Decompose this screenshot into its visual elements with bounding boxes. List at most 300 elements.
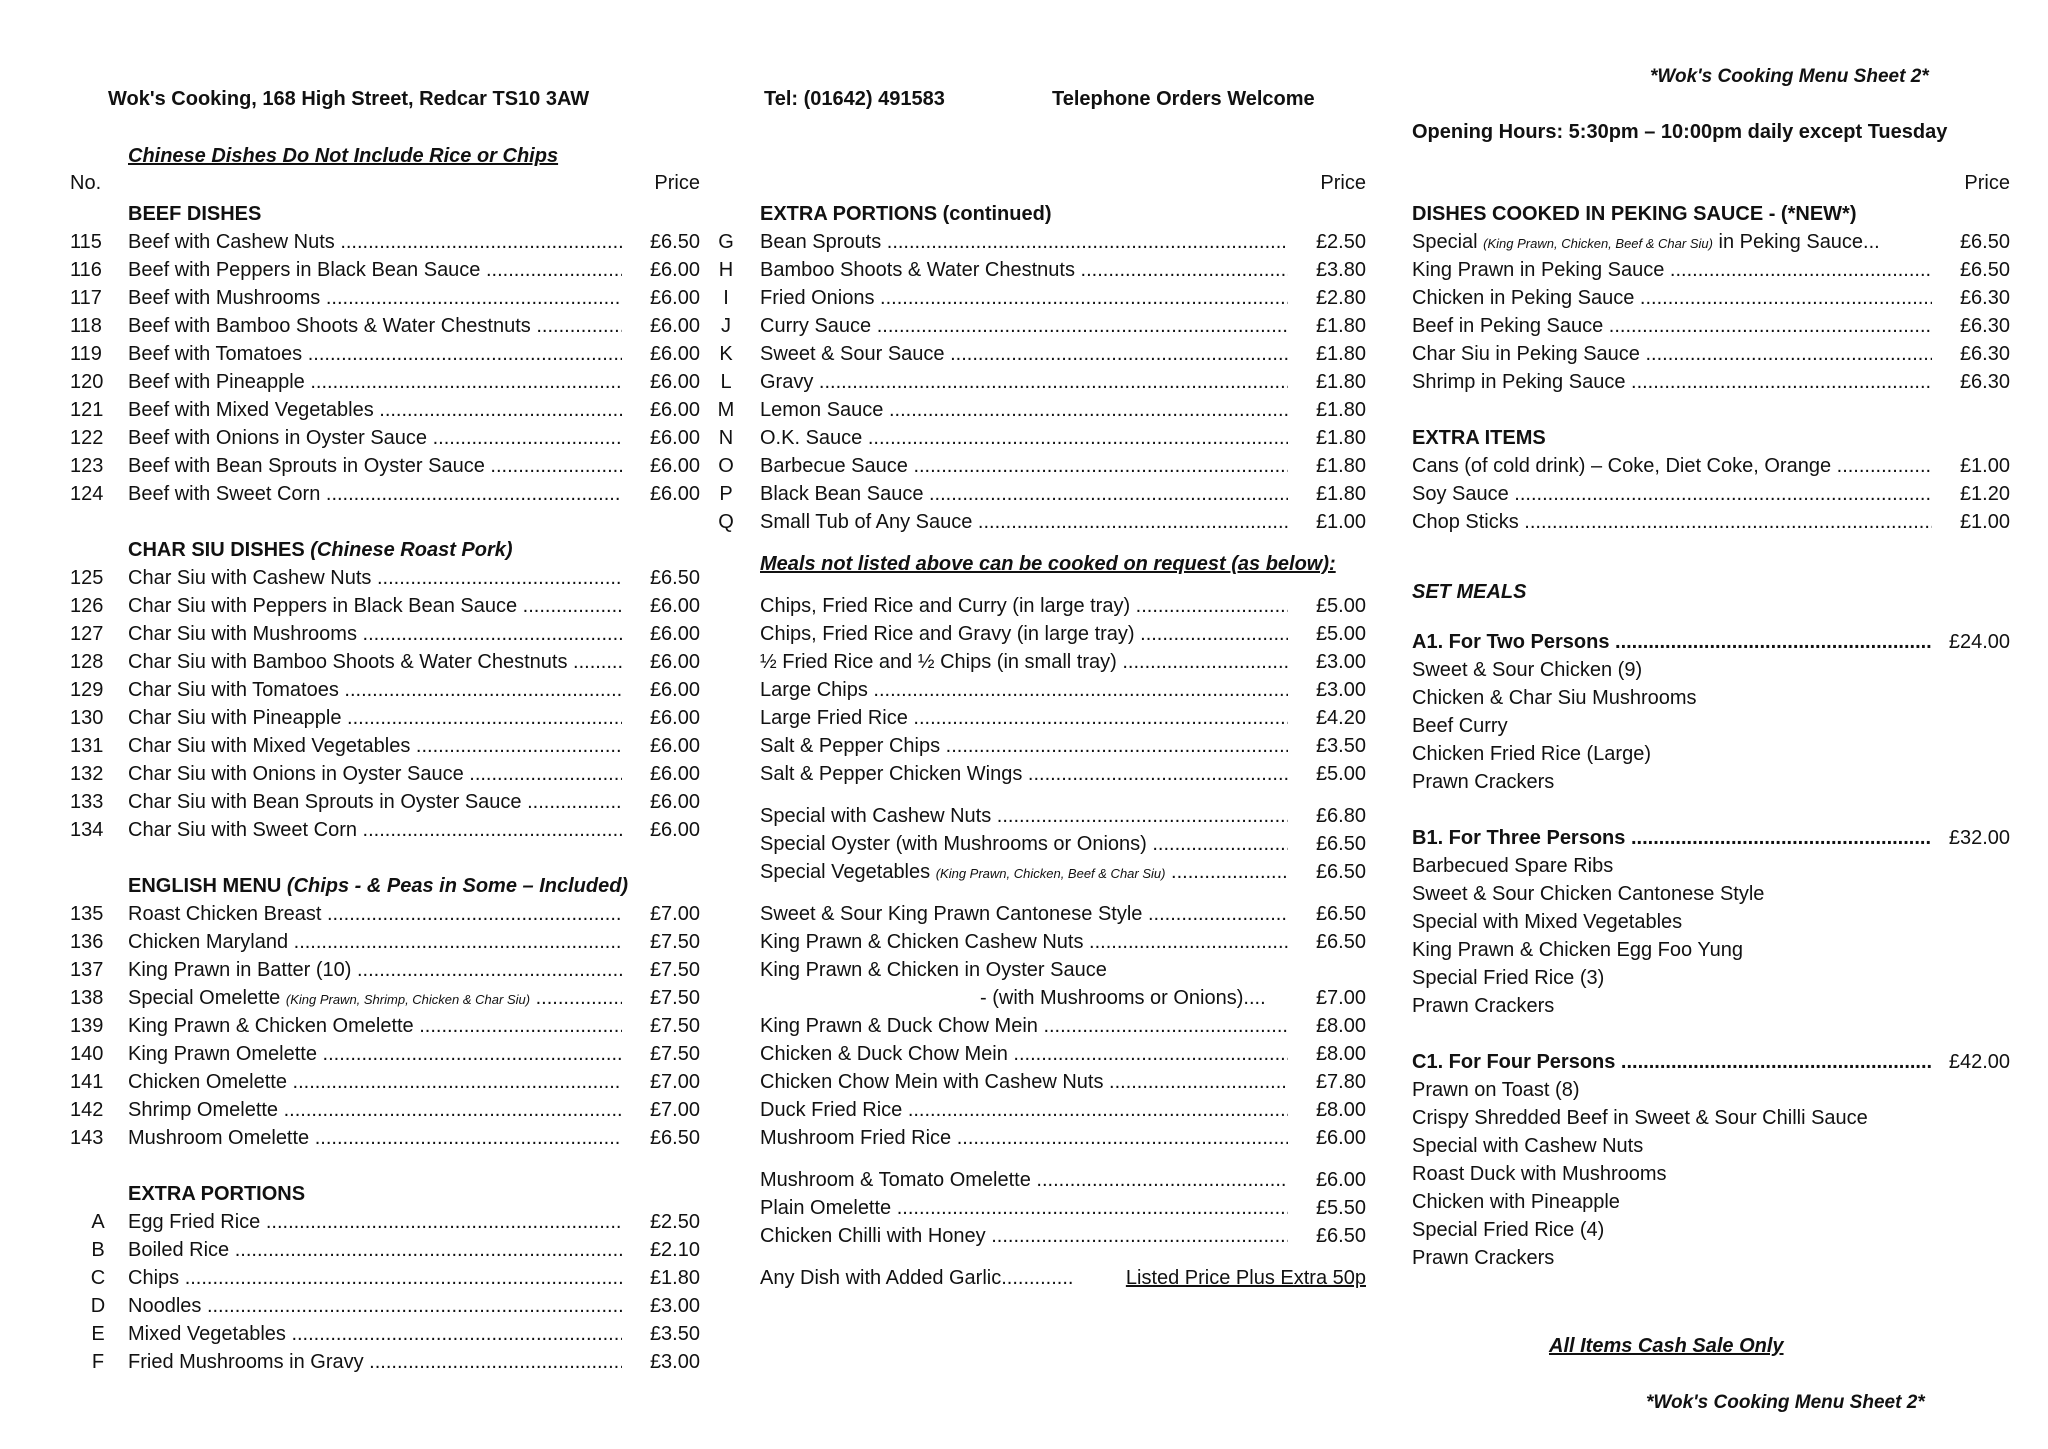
item-name-text: Beef with Tomatoes [128, 343, 303, 365]
item-price: £3.80 [1315, 259, 1366, 281]
item-name [128, 452, 622, 480]
item-name-text: Beef in Peking Sauce [1412, 315, 1604, 337]
menu-item-row [70, 984, 700, 1012]
menu-item-row [718, 508, 1366, 536]
item-name-text: Shrimp in Peking Sauce [1412, 371, 1626, 393]
item-name [128, 1264, 622, 1292]
item-price: £6.00 [649, 427, 700, 449]
menu-item-row [718, 1124, 1366, 1152]
menu-item-row [70, 900, 700, 928]
item-price: £3.50 [1315, 735, 1366, 757]
item-name-text: Large Fried Rice [760, 707, 908, 729]
item-name [760, 704, 1288, 732]
item-name [760, 340, 1288, 368]
item-name [128, 1124, 622, 1152]
menu-item-row [70, 1236, 700, 1264]
item-name-text: O.K. Sauce [760, 427, 863, 449]
item-name [128, 1208, 622, 1236]
item-number: 134 [70, 819, 104, 841]
item-number: O [718, 455, 734, 477]
item-price: £6.00 [649, 707, 700, 729]
item-name [128, 1068, 622, 1096]
menu-item-row [70, 676, 700, 704]
peking-special-text [1412, 228, 1880, 258]
notice-no-rice: Chinese Dishes Do Not Include Rice or Chips [128, 145, 559, 167]
item-number: G [718, 231, 734, 253]
item-name-text: Fried Mushrooms in Gravy [128, 1351, 364, 1373]
item-price: £1.80 [1315, 455, 1366, 477]
item-name-text: Cans (of cold drink) – Coke, Diet Coke, Orange [1412, 455, 1832, 477]
item-price: £6.00 [649, 287, 700, 309]
item-number: 138 [70, 987, 104, 1009]
item-number: 126 [70, 595, 104, 617]
request-group-3 [718, 900, 1366, 956]
menu-item-row [718, 228, 1366, 256]
item-name-text: Barbecue Sauce [760, 455, 908, 477]
item-number: 118 [70, 315, 102, 337]
menu-item-row [1412, 368, 2010, 396]
item-name-text: Char Siu with Mushrooms [128, 623, 357, 645]
item-name [760, 802, 1288, 830]
peking-list [1412, 256, 2010, 396]
telephone-orders: Telephone Orders Welcome [1052, 88, 1315, 110]
beef-section-title: BEEF DISHES [128, 203, 262, 225]
item-name [760, 620, 1288, 648]
item-number: P [719, 483, 733, 505]
item-price: £6.00 [649, 679, 700, 701]
item-number: 121 [70, 399, 104, 421]
item-name-text: Bamboo Shoots & Water Chestnuts [760, 259, 1075, 281]
item-name-text: Special with Cashew Nuts [760, 805, 992, 827]
item-name-text: Chicken & Duck Chow Mein [760, 1043, 1008, 1065]
item-price: £6.00 [649, 819, 700, 841]
item-name [128, 1012, 622, 1040]
menu-item-row [718, 760, 1366, 788]
item-name [128, 760, 622, 788]
menu-item-row [70, 424, 700, 452]
menu-item-row [718, 802, 1366, 830]
set-meal-item: Crispy Shredded Beef in Sweet & Sour Chilli Sauce [1412, 1107, 1868, 1129]
menu-item-row [718, 858, 1366, 886]
beef-list [70, 228, 700, 508]
menu-item-row [1412, 480, 2010, 508]
item-name [760, 858, 1288, 888]
item-name [760, 1222, 1288, 1250]
set-meal-label [1412, 824, 1932, 852]
item-name [128, 228, 622, 256]
item-name-text: Soy Sauce [1412, 483, 1509, 505]
item-price: £6.80 [1315, 805, 1366, 827]
extra-items-title: EXTRA ITEMS [1412, 427, 1546, 449]
cash-only-note: All Items Cash Sale Only [1549, 1335, 1784, 1357]
item-number: 132 [70, 763, 104, 785]
item-price: £6.00 [649, 651, 700, 673]
item-name-text: Mixed Vegetables [128, 1323, 286, 1345]
item-name [760, 928, 1288, 956]
item-name-text: Chicken Maryland [128, 931, 289, 953]
item-price: £7.50 [649, 959, 700, 981]
request-group-4 [718, 1012, 1366, 1152]
column-left [70, 172, 700, 1376]
menu-item-row [718, 1096, 1366, 1124]
item-name [128, 480, 622, 508]
item-number: 137 [70, 959, 104, 981]
item-number: J [721, 315, 731, 337]
item-name [128, 900, 622, 928]
menu-item-row [70, 312, 700, 340]
menu-item-row [718, 900, 1366, 928]
item-name-text: Special Vegetables [760, 861, 931, 883]
item-price: £5.00 [1315, 623, 1366, 645]
item-price: £8.00 [1315, 1099, 1366, 1121]
item-name [1412, 256, 1932, 284]
item-price: £7.00 [649, 1099, 700, 1121]
item-name-text: Beef with Onions in Oyster Sauce [128, 427, 428, 449]
menu-item-row [70, 256, 700, 284]
item-number: 124 [70, 483, 104, 505]
menu-item-row [718, 1222, 1366, 1250]
set-meal-item: Special with Cashew Nuts [1412, 1135, 1644, 1157]
item-price: £1.80 [1315, 343, 1366, 365]
menu-item-row [1412, 340, 2010, 368]
item-name [128, 788, 622, 816]
set-meal-label [1412, 628, 1932, 656]
item-number: 130 [70, 707, 104, 729]
menu-item-row [718, 1068, 1366, 1096]
menu-item-row [70, 1208, 700, 1236]
item-name-text: Beef with Bamboo Shoots & Water Chestnuts [128, 315, 531, 337]
item-name [128, 340, 622, 368]
item-name-text: Char Siu with Peppers in Black Bean Sauce [128, 595, 518, 617]
item-price: £3.50 [649, 1323, 700, 1345]
item-number: A [91, 1211, 105, 1233]
set-meal-item: Special Fried Rice (3) [1412, 967, 1605, 989]
item-price: £7.50 [649, 931, 700, 953]
item-price: £6.50 [649, 1127, 700, 1149]
item-name [760, 1012, 1288, 1040]
item-name-text: Salt & Pepper Chips [760, 735, 941, 757]
item-name [760, 1166, 1288, 1194]
item-name-text: Mushroom Omelette [128, 1127, 310, 1149]
charsiu-list [70, 564, 700, 844]
sheet-label-bottom: *Wok's Cooking Menu Sheet 2* [1646, 1392, 1925, 1413]
oyster-line-2-row [718, 984, 1366, 1012]
item-name-text: ½ Fried Rice and ½ Chips (in small tray) [760, 651, 1117, 673]
item-price: £6.00 [649, 735, 700, 757]
item-number: F [91, 1351, 105, 1373]
menu-item-row [718, 1012, 1366, 1040]
item-price: £6.50 [649, 567, 700, 589]
item-number: 127 [70, 623, 104, 645]
item-name-text: Special Omelette [128, 987, 281, 1009]
set-meal-label-text: B1. For Three Persons [1412, 827, 1626, 849]
menu-item-row [70, 760, 700, 788]
menu-item-row [70, 452, 700, 480]
item-name-text: Mushroom & Tomato Omelette [760, 1169, 1031, 1191]
item-name-text: Char Siu with Mixed Vegetables [128, 735, 411, 757]
item-price: £6.50 [1959, 259, 2010, 281]
item-price: £1.00 [1315, 511, 1366, 533]
item-name-text: Char Siu with Pineapple [128, 707, 342, 729]
menu-item-row [718, 1040, 1366, 1068]
garlic-row [718, 1264, 1366, 1292]
item-name [128, 1040, 622, 1068]
peking-special-name: Special [1412, 231, 1478, 253]
item-name [760, 312, 1288, 340]
item-name [128, 704, 622, 732]
menu-item-row [718, 480, 1366, 508]
set-meal-item: Special Fried Rice (4) [1412, 1219, 1605, 1241]
item-name-text: Sweet & Sour King Prawn Cantonese Style [760, 903, 1143, 925]
item-number: 133 [70, 791, 104, 813]
menu-item-row [70, 648, 700, 676]
extras-cont-list [718, 228, 1366, 536]
item-number: 129 [70, 679, 104, 701]
item-name-text: Char Siu with Sweet Corn [128, 819, 357, 841]
set-meals-list [1412, 606, 2010, 1272]
request-group-2 [718, 802, 1366, 886]
item-price: £1.20 [1959, 483, 2010, 505]
item-price: £1.80 [1315, 399, 1366, 421]
menu-item-row [1412, 452, 2010, 480]
item-price: £1.80 [1315, 371, 1366, 393]
peking-special-row [1412, 228, 2010, 256]
item-price: £3.00 [1315, 651, 1366, 673]
item-name [760, 676, 1288, 704]
item-name-text: Gravy [760, 371, 814, 393]
item-number: 115 [70, 231, 102, 253]
item-name [128, 816, 622, 844]
item-price: £7.80 [1315, 1071, 1366, 1093]
item-name [760, 480, 1288, 508]
set-meal-item: Chicken & Char Siu Mushrooms [1412, 687, 1697, 709]
item-name-text: Mushroom Fried Rice [760, 1127, 952, 1149]
item-price: £3.00 [649, 1351, 700, 1373]
item-name [760, 648, 1288, 676]
item-number: 125 [70, 567, 104, 589]
garlic-price: Listed Price Plus Extra 50p [1125, 1267, 1366, 1289]
item-number: 136 [70, 931, 104, 953]
item-name [128, 1320, 622, 1348]
set-meal-item: Chicken Fried Rice (Large) [1412, 743, 1651, 765]
item-name-text: King Prawn & Chicken Cashew Nuts [760, 931, 1084, 953]
item-name [760, 508, 1288, 536]
item-name-text: Beef with Sweet Corn [128, 483, 321, 505]
item-price: £6.50 [1315, 861, 1366, 883]
item-number: K [719, 343, 733, 365]
item-name-text: Chicken Omelette [128, 1071, 287, 1093]
item-name-text: Special Oyster (with Mushrooms or Onions) [760, 833, 1147, 855]
item-number: 142 [70, 1099, 104, 1121]
item-price: £1.00 [1959, 455, 2010, 477]
menu-item-row [70, 956, 700, 984]
item-price: £6.00 [649, 791, 700, 813]
item-name [760, 1194, 1288, 1222]
item-price: £6.00 [1315, 1169, 1366, 1191]
request-group-5 [718, 1166, 1366, 1250]
restaurant-address: Wok's Cooking, 168 High Street, Redcar TS10 3AW [108, 88, 590, 110]
item-name [760, 830, 1288, 858]
item-name [128, 284, 622, 312]
item-name [128, 1096, 622, 1124]
item-name-text: Beef with Pineapple [128, 371, 305, 393]
item-number: N [718, 427, 734, 449]
item-name-text: Char Siu with Bamboo Shoots & Water Chestnuts [128, 651, 568, 673]
set-meal-item: King Prawn & Chicken Egg Foo Yung [1412, 939, 1743, 961]
item-number: 140 [70, 1043, 104, 1065]
menu-item-row [718, 396, 1366, 424]
item-price: £1.80 [1315, 483, 1366, 505]
item-name-text: Chips [128, 1267, 180, 1289]
menu-item-row [70, 732, 700, 760]
item-price: £7.50 [649, 1043, 700, 1065]
item-price: £6.30 [1959, 343, 2010, 365]
item-number: D [90, 1295, 106, 1317]
item-name-text: Chicken Chow Mein with Cashew Nuts [760, 1071, 1104, 1093]
item-name [760, 760, 1288, 788]
oyster-price: £7.00 [1315, 987, 1366, 1009]
item-name-text: Beef with Bean Sprouts in Oyster Sauce [128, 455, 485, 477]
charsiu-section-title [70, 536, 700, 564]
column-right [1412, 172, 2010, 1272]
english-section-title [70, 872, 700, 900]
item-price: £6.00 [1315, 1127, 1366, 1149]
set-meal-label-text: A1. For Two Persons [1412, 631, 1610, 653]
item-name-text: Char Siu in Peking Sauce [1412, 343, 1640, 365]
item-number: C [90, 1267, 106, 1289]
menu-item-row [718, 424, 1366, 452]
set-meal-item: Chicken with Pineapple [1412, 1191, 1620, 1213]
item-price: £6.00 [649, 623, 700, 645]
item-name-text: Sweet & Sour Sauce [760, 343, 945, 365]
item-name-text: Roast Chicken Breast [128, 903, 322, 925]
item-name [128, 424, 622, 452]
item-name-text: Black Bean Sauce [760, 483, 924, 505]
menu-item-row [718, 368, 1366, 396]
item-name-text: Chicken Chilli with Honey [760, 1225, 986, 1247]
menu-item-row [718, 452, 1366, 480]
item-name-text: King Prawn Omelette [128, 1043, 317, 1065]
item-price: £2.80 [1315, 287, 1366, 309]
item-price: £8.00 [1315, 1043, 1366, 1065]
price-header-right: Price [1964, 172, 2010, 194]
peking-special-note: (King Prawn, Chicken, Beef & Char Siu) [1483, 236, 1713, 251]
item-name [760, 396, 1288, 424]
menu-item-row [70, 480, 700, 508]
menu-item-row [70, 788, 700, 816]
item-number: 135 [70, 903, 104, 925]
item-price: £3.00 [649, 1295, 700, 1317]
item-price: £5.00 [1315, 595, 1366, 617]
menu-item-row [718, 312, 1366, 340]
item-name [128, 676, 622, 704]
item-price: £5.00 [1315, 763, 1366, 785]
item-price: £6.50 [1315, 1225, 1366, 1247]
extra-items-list [1412, 452, 2010, 536]
garlic-name: Any Dish with Added Garlic............. [760, 1267, 1074, 1289]
set-meal-item: Beef Curry [1412, 715, 1508, 737]
item-name [760, 732, 1288, 760]
peking-special-price: £6.50 [1959, 231, 2010, 253]
item-name [128, 312, 622, 340]
item-number: 122 [70, 427, 104, 449]
item-name [128, 564, 622, 592]
item-price: £6.50 [1315, 931, 1366, 953]
item-name-text: Char Siu with Tomatoes [128, 679, 339, 701]
english-subtitle: (Chips - & Peas in Some – Included) [286, 875, 629, 897]
set-meal-header [1412, 1048, 2010, 1076]
item-name [128, 592, 622, 620]
menu-item-row [718, 830, 1366, 858]
charsiu-subtitle: (Chinese Roast Pork) [310, 539, 513, 561]
item-name-text: Char Siu with Bean Sprouts in Oyster Sauce [128, 791, 522, 813]
menu-item-row [718, 284, 1366, 312]
item-price: £6.00 [649, 455, 700, 477]
item-name [760, 900, 1288, 928]
item-price: £1.80 [1315, 315, 1366, 337]
menu-item-row [70, 340, 700, 368]
peking-special-suffix: in Peking Sauce... [1718, 231, 1880, 253]
item-name [760, 592, 1288, 620]
menu-item-row [1412, 508, 2010, 536]
menu-item-row [70, 284, 700, 312]
item-price: £7.50 [649, 987, 700, 1009]
item-number: 141 [70, 1071, 104, 1093]
menu-item-row [1412, 312, 2010, 340]
item-price: £7.00 [649, 903, 700, 925]
item-number: Q [718, 511, 734, 533]
menu-item-row [718, 732, 1366, 760]
item-name [128, 1292, 622, 1320]
item-price: £8.00 [1315, 1015, 1366, 1037]
item-number: H [718, 259, 734, 281]
item-name [760, 424, 1288, 452]
item-price: £4.20 [1315, 707, 1366, 729]
item-number: 119 [70, 343, 102, 365]
menu-item-row [70, 1348, 700, 1376]
menu-item-row [70, 816, 700, 844]
menu-item-row [718, 704, 1366, 732]
item-name [1412, 368, 1932, 396]
item-name [1412, 480, 1932, 508]
item-name [1412, 452, 1932, 480]
request-title: Meals not listed above can be cooked on request (as below): [760, 553, 1336, 575]
item-price: £7.50 [649, 1015, 700, 1037]
menu-item-row [70, 1320, 700, 1348]
sheet-label-top: *Wok's Cooking Menu Sheet 2* [1650, 66, 1929, 87]
item-name-text: Chips, Fried Rice and Curry (in large tray) [760, 595, 1131, 617]
menu-item-row [718, 340, 1366, 368]
menu-item-row [70, 928, 700, 956]
menu-item-row [718, 256, 1366, 284]
oyster-line-1: King Prawn & Chicken in Oyster Sauce [760, 959, 1107, 981]
item-name [760, 368, 1288, 396]
item-price: £6.50 [649, 231, 700, 253]
set-meal-item: Prawn Crackers [1412, 995, 1555, 1017]
set-meal-item: Barbecued Spare Ribs [1412, 855, 1614, 877]
column-middle [718, 172, 1366, 1292]
item-name-text: Salt & Pepper Chicken Wings [760, 763, 1023, 785]
item-price: £2.10 [649, 1239, 700, 1261]
menu-item-row [70, 1068, 700, 1096]
item-number: 139 [70, 1015, 104, 1037]
extras-cont-title: EXTRA PORTIONS (continued) [760, 203, 1052, 225]
set-meal-item: Roast Duck with Mushrooms [1412, 1163, 1667, 1185]
item-number: 123 [70, 455, 104, 477]
item-name [1412, 312, 1932, 340]
price-header-middle: Price [1320, 172, 1366, 194]
menu-item-row [70, 592, 700, 620]
